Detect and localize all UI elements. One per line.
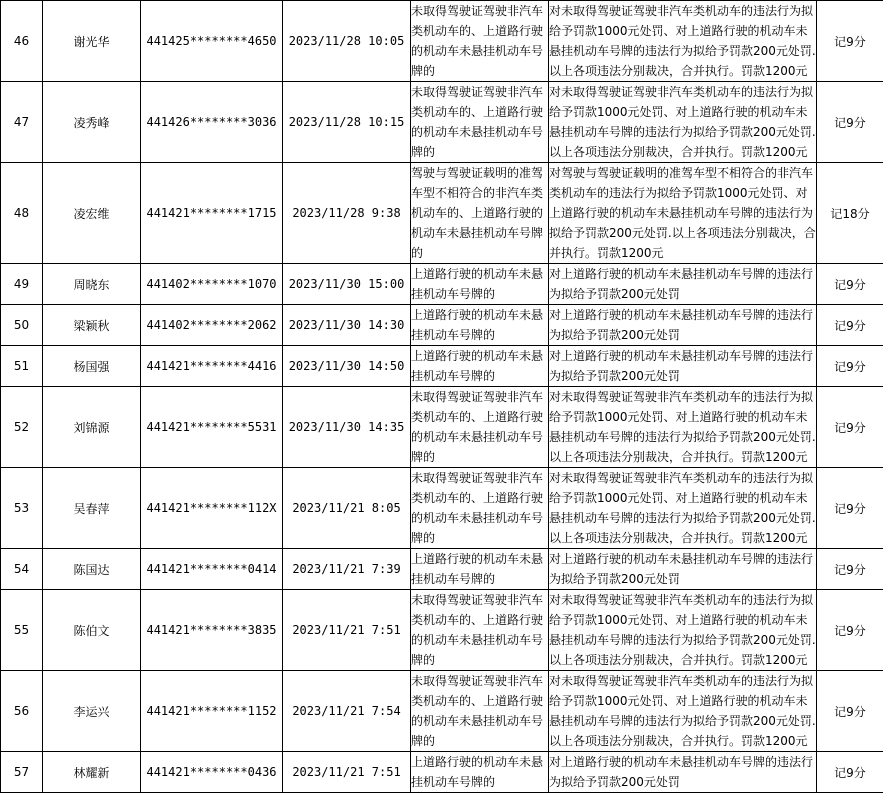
violation-time: 2023/11/30 14:30 [283,305,411,346]
person-name: 林耀新 [43,752,141,793]
id-number: 441421********1152 [141,671,283,752]
id-number: 441421********3835 [141,590,283,671]
violation-time: 2023/11/30 14:35 [283,387,411,468]
table-row [1,671,883,752]
id-number: 441421********0436 [141,752,283,793]
person-name: 陈伯文 [43,590,141,671]
violation-description: 未取得驾驶证驾驶非汽车类机动车的、上道路行驶的机动车未悬挂机动车号牌的 [411,468,549,549]
penalty-decision: 对未取得驾驶证驾驶非汽车类机动车的违法行为拟给予罚款1000元处罚、对上道路行驶的机动车未悬挂机动车号牌的违法行为拟给予罚款200元处罚.以上各项违法分别裁决，合并执行。罚款1200元 [549,468,817,549]
violation-description: 上道路行驶的机动车未悬挂机动车号牌的 [411,549,549,590]
id-number: 441426********3036 [141,82,283,163]
penalty-decision: 对未取得驾驶证驾驶非汽车类机动车的违法行为拟给予罚款1000元处罚、对上道路行驶的机动车未悬挂机动车号牌的违法行为拟给予罚款200元处罚.以上各项违法分别裁决，合并执行。罚款1200元 [549,671,817,752]
table-row [1,305,883,346]
violation-time: 2023/11/30 15:00 [283,264,411,305]
id-number: 441421********5531 [141,387,283,468]
id-number: 441421********0414 [141,549,283,590]
penalty-points: 记9分 [817,264,883,305]
penalty-points: 记9分 [817,305,883,346]
row-number: 50 [1,305,43,346]
penalty-decision: 对上道路行驶的机动车未悬挂机动车号牌的违法行为拟给予罚款200元处罚 [549,752,817,793]
table-row [1,387,883,468]
violation-time: 2023/11/28 9:38 [283,163,411,264]
penalty-decision: 对未取得驾驶证驾驶非汽车类机动车的违法行为拟给予罚款1000元处罚、对上道路行驶的机动车未悬挂机动车号牌的违法行为拟给予罚款200元处罚.以上各项违法分别裁决，合并执行。罚款1200元 [549,82,817,163]
penalty-points: 记9分 [817,82,883,163]
person-name: 刘锦源 [43,387,141,468]
penalty-points: 记9分 [817,671,883,752]
violation-description: 未取得驾驶证驾驶非汽车类机动车的、上道路行驶的机动车未悬挂机动车号牌的 [411,387,549,468]
table-row [1,82,883,163]
violation-description: 上道路行驶的机动车未悬挂机动车号牌的 [411,305,549,346]
person-name: 周晓东 [43,264,141,305]
penalty-decision: 对上道路行驶的机动车未悬挂机动车号牌的违法行为拟给予罚款200元处罚 [549,346,817,387]
violation-description: 未取得驾驶证驾驶非汽车类机动车的、上道路行驶的机动车未悬挂机动车号牌的 [411,1,549,82]
person-name: 凌宏维 [43,163,141,264]
id-number: 441425********4650 [141,1,283,82]
row-number: 52 [1,387,43,468]
table-row [1,346,883,387]
violation-time: 2023/11/28 10:15 [283,82,411,163]
row-number: 55 [1,590,43,671]
row-number: 49 [1,264,43,305]
id-number: 441402********1070 [141,264,283,305]
penalty-points: 记9分 [817,549,883,590]
violation-description: 未取得驾驶证驾驶非汽车类机动车的、上道路行驶的机动车未悬挂机动车号牌的 [411,590,549,671]
row-number: 48 [1,163,43,264]
violation-time: 2023/11/21 7:54 [283,671,411,752]
table-row [1,590,883,671]
table-row [1,1,883,82]
row-number: 47 [1,82,43,163]
violation-description: 上道路行驶的机动车未悬挂机动车号牌的 [411,752,549,793]
violation-time: 2023/11/21 8:05 [283,468,411,549]
person-name: 谢光华 [43,1,141,82]
person-name: 杨国强 [43,346,141,387]
penalty-points: 记9分 [817,346,883,387]
penalty-decision: 对上道路行驶的机动车未悬挂机动车号牌的违法行为拟给予罚款200元处罚 [549,549,817,590]
violation-description: 未取得驾驶证驾驶非汽车类机动车的、上道路行驶的机动车未悬挂机动车号牌的 [411,82,549,163]
row-number: 46 [1,1,43,82]
id-number: 441402********2062 [141,305,283,346]
violation-description: 上道路行驶的机动车未悬挂机动车号牌的 [411,264,549,305]
row-number: 57 [1,752,43,793]
id-number: 441421********112X [141,468,283,549]
row-number: 54 [1,549,43,590]
table-row [1,752,883,793]
violation-time: 2023/11/21 7:51 [283,752,411,793]
person-name: 陈国达 [43,549,141,590]
row-number: 51 [1,346,43,387]
person-name: 梁颖秋 [43,305,141,346]
penalty-decision: 对未取得驾驶证驾驶非汽车类机动车的违法行为拟给予罚款1000元处罚、对上道路行驶的机动车未悬挂机动车号牌的违法行为拟给予罚款200元处罚.以上各项违法分别裁决，合并执行。罚款1200元 [549,387,817,468]
penalty-decision: 对未取得驾驶证驾驶非汽车类机动车的违法行为拟给予罚款1000元处罚、对上道路行驶的机动车未悬挂机动车号牌的违法行为拟给予罚款200元处罚.以上各项违法分别裁决，合并执行。罚款1200元 [549,1,817,82]
violation-time: 2023/11/30 14:50 [283,346,411,387]
violation-description: 上道路行驶的机动车未悬挂机动车号牌的 [411,346,549,387]
violation-description: 未取得驾驶证驾驶非汽车类机动车的、上道路行驶的机动车未悬挂机动车号牌的 [411,671,549,752]
violation-time: 2023/11/21 7:39 [283,549,411,590]
violation-time: 2023/11/21 7:51 [283,590,411,671]
id-number: 441421********4416 [141,346,283,387]
penalty-points: 记9分 [817,387,883,468]
penalty-points: 记9分 [817,590,883,671]
violation-description: 驾驶与驾驶证载明的准驾车型不相符合的非汽车类机动车的、上道路行驶的机动车未悬挂机动车号牌的 [411,163,549,264]
penalty-decision: 对上道路行驶的机动车未悬挂机动车号牌的违法行为拟给予罚款200元处罚 [549,264,817,305]
person-name: 李运兴 [43,671,141,752]
table-row [1,264,883,305]
penalty-points: 记9分 [817,752,883,793]
id-number: 441421********1715 [141,163,283,264]
row-number: 56 [1,671,43,752]
penalty-points: 记9分 [817,1,883,82]
row-number: 53 [1,468,43,549]
table-row [1,468,883,549]
penalty-decision: 对驾驶与驾驶证载明的准驾车型不相符合的非汽车类机动车的违法行为拟给予罚款1000元处罚、对上道路行驶的机动车未悬挂机动车号牌的违法行为拟给予罚款200元处罚.以上各项违法分别裁决，合并执行。罚款1200元 [549,163,817,264]
violation-time: 2023/11/28 10:05 [283,1,411,82]
table-row [1,549,883,590]
person-name: 吴春萍 [43,468,141,549]
penalty-points: 记18分 [817,163,883,264]
table-row [1,163,883,264]
penalty-points: 记9分 [817,468,883,549]
penalty-decision: 对未取得驾驶证驾驶非汽车类机动车的违法行为拟给予罚款1000元处罚、对上道路行驶的机动车未悬挂机动车号牌的违法行为拟给予罚款200元处罚.以上各项违法分别裁决，合并执行。罚款1200元 [549,590,817,671]
penalty-decision: 对上道路行驶的机动车未悬挂机动车号牌的违法行为拟给予罚款200元处罚 [549,305,817,346]
person-name: 凌秀峰 [43,82,141,163]
